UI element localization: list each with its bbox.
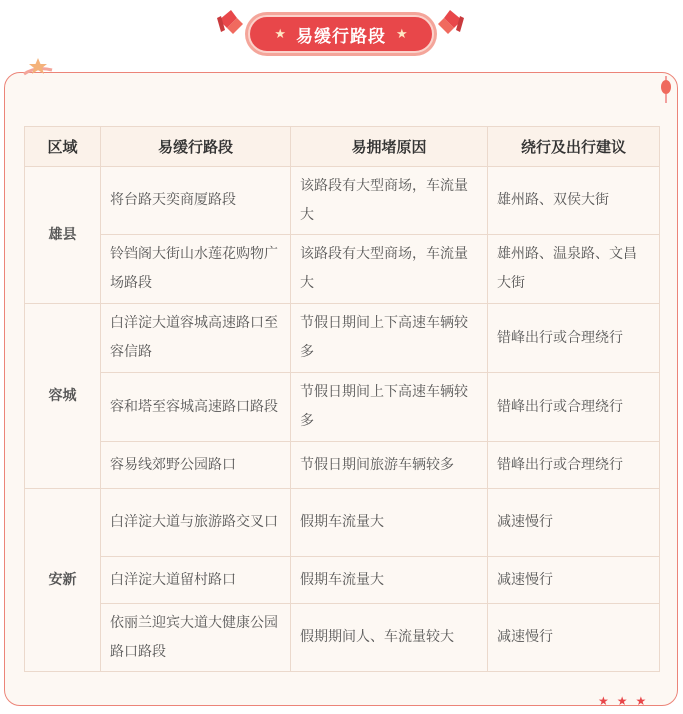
title-banner xyxy=(245,12,437,56)
ribbon-flag-icon xyxy=(215,6,247,36)
region-cell: 雄县 xyxy=(25,167,101,304)
road-cell: 白洋淀大道与旅游路交叉口 xyxy=(101,489,291,557)
reason-cell: 该路段有大型商场，车流量大 xyxy=(291,167,488,235)
advice-cell: 减速慢行 xyxy=(488,557,660,604)
reason-cell: 节假日期间旅游车辆较多 xyxy=(291,442,488,489)
table-row xyxy=(25,235,660,304)
road-cell: 容易线郊野公园路口 xyxy=(101,442,291,489)
table-header-row xyxy=(25,127,660,167)
reason-cell: 假期期间人、车流量较大 xyxy=(291,604,488,672)
reason-cell: 假期车流量大 xyxy=(291,489,488,557)
advice-cell: 错峰出行或合理绕行 xyxy=(488,373,660,442)
advice-cell: 雄州路、双侯大街 xyxy=(488,167,660,235)
table-row xyxy=(25,489,660,557)
bottom-stars-decoration: ★★★ xyxy=(598,694,655,708)
title-header xyxy=(0,0,683,62)
table-row xyxy=(25,167,660,235)
advice-cell: 错峰出行或合理绕行 xyxy=(488,442,660,489)
road-cell: 将台路天奕商厦路段 xyxy=(101,167,291,235)
road-cell: 铃铛阁大街山水莲花购物广场路段 xyxy=(101,235,291,304)
table-row xyxy=(25,557,660,604)
reason-cell: 假期车流量大 xyxy=(291,557,488,604)
table-row xyxy=(25,304,660,373)
region-cell: 安新 xyxy=(25,489,101,672)
reason-cell: 该路段有大型商场，车流量大 xyxy=(291,235,488,304)
region-cell: 容城 xyxy=(25,304,101,489)
road-cell: 白洋淀大道容城高速路口至容信路 xyxy=(101,304,291,373)
road-table xyxy=(24,126,660,672)
star-icon: ★ xyxy=(274,26,286,42)
table-row xyxy=(25,604,660,672)
star-icon: ★ xyxy=(396,26,408,42)
page-title: 易缓行路段 xyxy=(296,26,386,47)
advice-cell: 错峰出行或合理绕行 xyxy=(488,304,660,373)
road-cell: 容和塔至容城高速路口路段 xyxy=(101,373,291,442)
ribbon-flag-icon xyxy=(434,6,466,36)
header-road: 易缓行路段 xyxy=(101,127,291,167)
reason-cell: 节假日期间上下高速车辆较多 xyxy=(291,304,488,373)
header-advice: 绕行及出行建议 xyxy=(488,127,660,167)
star-corner-icon xyxy=(22,56,56,80)
header-reason: 易拥堵原因 xyxy=(291,127,488,167)
advice-cell: 减速慢行 xyxy=(488,604,660,672)
table-row xyxy=(25,373,660,442)
reason-cell: 节假日期间上下高速车辆较多 xyxy=(291,373,488,442)
road-cell: 依丽兰迎宾大道大健康公园路口路段 xyxy=(101,604,291,672)
header-region: 区域 xyxy=(25,127,101,167)
advice-cell: 雄州路、温泉路、文昌大街 xyxy=(488,235,660,304)
advice-cell: 减速慢行 xyxy=(488,489,660,557)
lantern-icon xyxy=(659,76,673,104)
table-row xyxy=(25,442,660,489)
road-cell: 白洋淀大道留村路口 xyxy=(101,557,291,604)
